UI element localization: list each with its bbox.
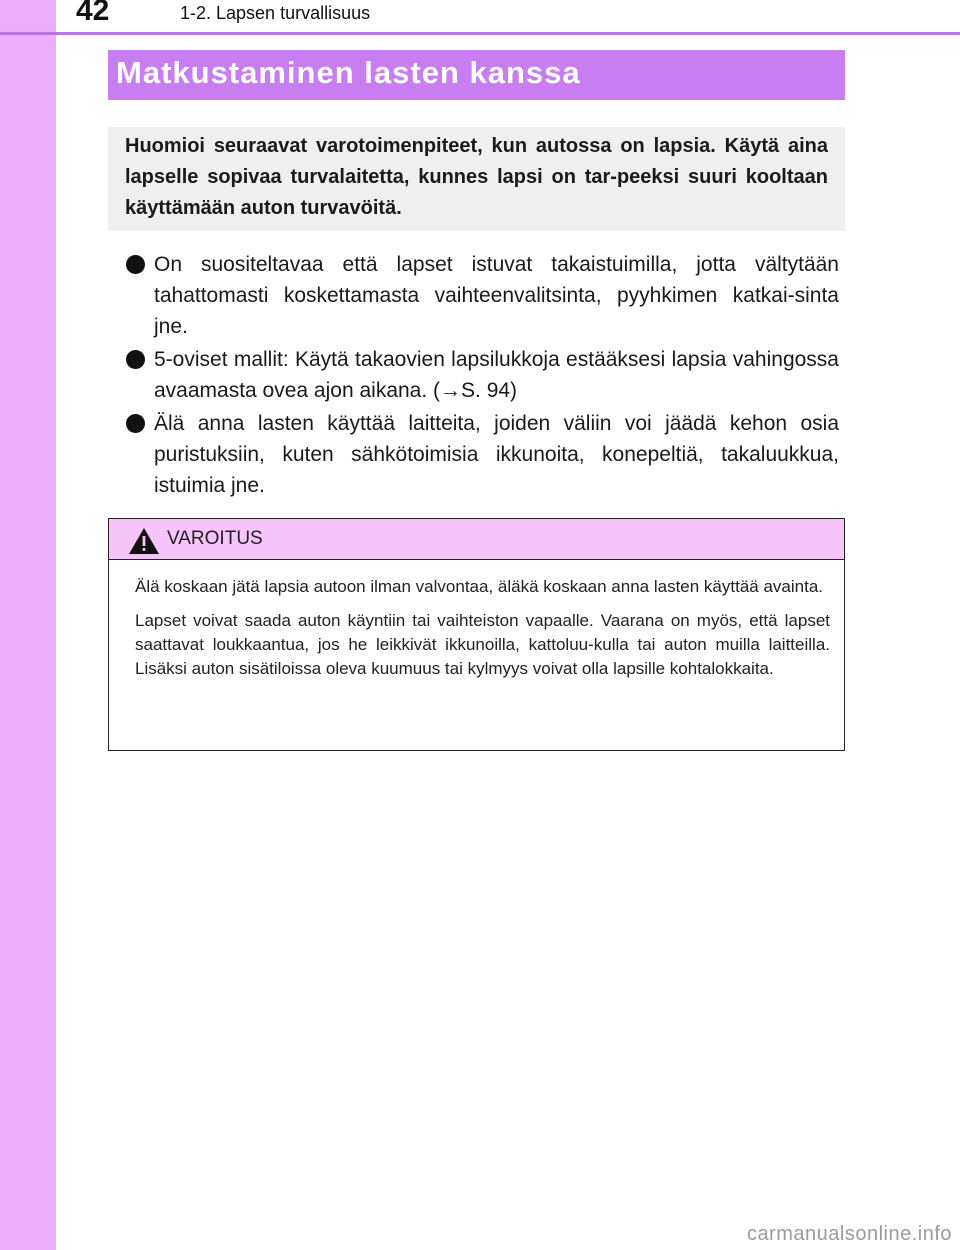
warning-body <box>135 575 830 691</box>
bullet-icon <box>126 414 145 433</box>
bullet-list <box>126 249 839 503</box>
side-strip <box>0 0 56 1250</box>
intro-text: Huomioi seuraavat varotoimenpiteet, kun autossa on lapsia. Käytä aina lapselle sopivaa turvalaitetta, kunnes lapsi on tar-peeksi suuri kooltaan käyttämään auton turvavöitä. <box>125 135 828 219</box>
list-item <box>126 249 839 342</box>
bullet-icon <box>126 350 145 369</box>
warning-header <box>109 519 844 560</box>
list-item <box>126 344 839 406</box>
intro-box <box>108 127 845 231</box>
warning-label: VAROITUS <box>167 528 263 549</box>
title-bar <box>108 50 845 100</box>
warning-paragraph: Älä koskaan jätä lapsia autoon ilman valvontaa, äläkä koskaan anna lasten käyttää avainta. <box>135 577 824 596</box>
list-item <box>126 408 839 501</box>
warning-triangle-icon <box>128 527 160 555</box>
warning-paragraph: Lapset voivat saada auton käyntiin tai vaihteiston vapaalle. Vaarana on myös, että lapset saattavat loukkaantua, jos he leikkivät ikkunoilla, kattoluu-kulla tai auton muilla laitteilla. Lisäksi auton sisätiloissa oleva kuumuus tai kylmyys voivat olla lapsille kohtalokkaita. <box>135 611 830 678</box>
section-title: 1-2. Lapsen turvallisuus <box>180 3 371 23</box>
bullet-text: Älä anna lasten käyttää laitteita, joiden väliin voi jäädä kehon osia puristuksiin, kuten sähkötoimisia ikkunoita, konepeltiä, takaluukkua, istuimia jne. <box>154 412 839 497</box>
header-rule <box>0 32 960 35</box>
bullet-text: On suositeltavaa että lapset istuvat takaistuimilla, jotta vältytään tahattomasti koskettamasta vaihteenvalitsinta, pyyhkimen katkai-sinta jne. <box>154 253 839 338</box>
page-title: Matkustaminen lasten kanssa <box>116 55 581 90</box>
bullet-icon <box>126 255 145 274</box>
bullet-text: 5-oviset mallit: Käytä takaovien lapsilukkoja estääksesi lapsia vahingossa avaamasta ovea ajon aikana. (→S. 94) <box>154 348 839 402</box>
page-number: 42 <box>76 0 110 27</box>
watermark: carmanualsonline.info <box>746 1223 952 1245</box>
warning-box <box>108 518 845 751</box>
